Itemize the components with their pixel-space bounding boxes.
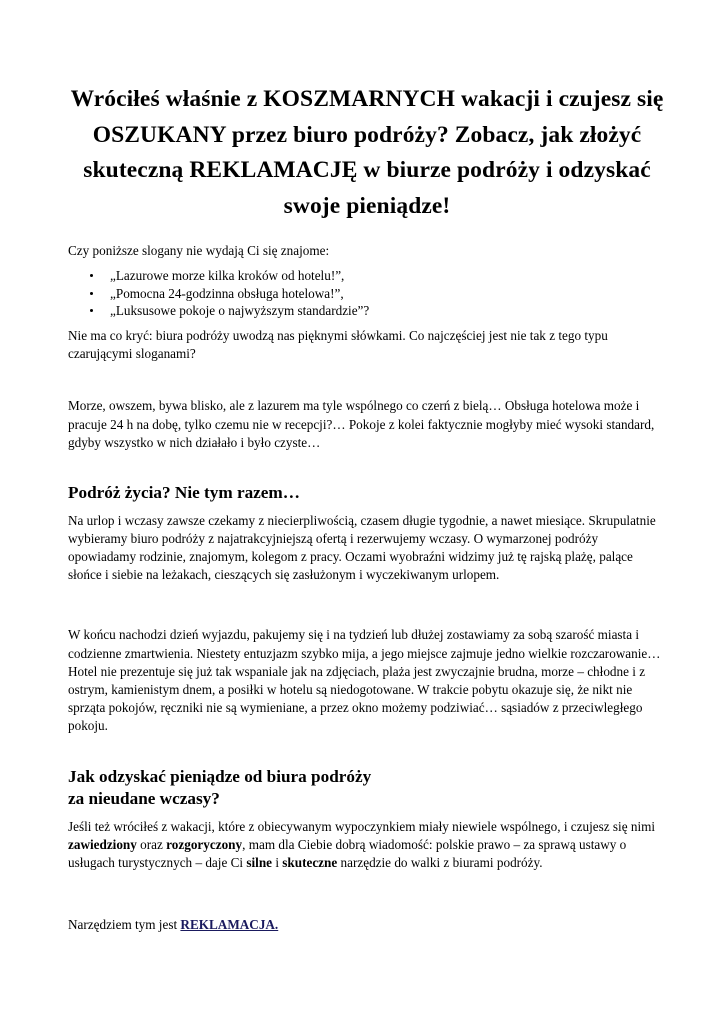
spacer <box>68 260 666 267</box>
emphasis-rozgoryczony: rozgoryczony <box>166 836 243 852</box>
list-item: „Lazurowe morze kilka kroków od hotelu!”, <box>68 267 666 285</box>
spacer <box>68 224 666 242</box>
spacer <box>68 363 666 397</box>
spacer <box>68 584 666 626</box>
document-content <box>68 0 666 934</box>
section-heading-journey: Podróż życia? Nie tym razem… <box>68 483 300 502</box>
closing-paragraph <box>68 916 666 934</box>
page-title: Wróciłeś właśnie z KOSZMARNYCH wakacji i czujesz się OSZUKANY przez biuro podróży? Zobacz, jak złożyć skuteczną REKLAMACJĘ w biurze podróży i odzyskać swoje pieniądze! <box>70 86 664 219</box>
paragraph-expectation: Na urlop i wczasy zawsze czekamy z niecierpliwością, czasem długie tygodnie, a nawet miesiące. Skrupulatnie wybieramy biuro podróży z najatrakcyjniejszą ofertą i rezerwujemy wczasy. O wymarzonej podróży opowiadamy rodzinie, znajomym, kolegom z pracy. Oczami wyobraźni widzimy już tę rajską plażę, palące słońce i siebie na leżakach, cieszących się zasłużonym i wyczekiwanym urlopem. <box>68 512 656 583</box>
paragraph-law-part-2: oraz <box>136 836 167 852</box>
paragraph-law <box>68 818 666 873</box>
spacer <box>68 811 666 818</box>
paragraph-after-list: Nie ma co kryć: biura podróży uwodzą nas pięknymi słówkami. Co najczęściej jest nie tak z tego typu czarującymi sloganami? <box>68 327 608 362</box>
paragraph-law-part-3: , mam dla Ciebie dobrą wiadomość: polskie prawo – za sprawą ustawy o usługach turystycznych – daje Ci <box>68 836 627 870</box>
list-item: „Luksusowe pokoje o najwyższym standardzie”? <box>68 302 666 320</box>
closing-prefix: Narzędziem tym jest <box>68 917 181 933</box>
section-heading-refund-line-one: Jak odzyskać pieniądze od biura podróży <box>68 766 372 786</box>
intro-paragraph: Czy poniższe slogany nie wydają Ci się znajome: <box>68 243 330 258</box>
spacer <box>68 452 666 482</box>
emphasis-silne: silne <box>246 854 273 870</box>
slogan-list <box>68 267 666 320</box>
spacer <box>68 736 666 766</box>
spacer <box>68 872 666 916</box>
paragraph-law-part-4: i <box>272 854 283 870</box>
emphasis-skuteczne: skuteczne <box>282 854 338 870</box>
emphasis-zawiedziony: zawiedziony <box>68 836 137 852</box>
paragraph-law-part-5: narzędzie do walki z biurami podróży. <box>337 854 543 870</box>
section-heading-refund <box>68 766 666 811</box>
paragraph-law-part-1: Jeśli też wróciłeś z wakacji, które z obiecywanym wypoczynkiem miały niewiele wspólnego, i czujesz się nimi <box>68 818 656 834</box>
section-heading-refund-line-two: za nieudane wczasy? <box>68 789 220 809</box>
paragraph-reality: W końcu nachodzi dzień wyjazdu, pakujemy się i na tydzień lub dłużej zostawiamy za sobą szarość miasta i codzienne zmartwienia. Niestety entuzjazm szybko mija, a jego miejsce zajmuje jedno wielkie rozczarowanie… Hotel nie prezentuje się już tak wspaniale jak na zdjęciach, plaża jest zwyczajnie brudna, morze – chłodne i z ostrym, kamienistym dnem, a posiłki w hotelu są niedogotowane. W trakcie pobytu okazuje się, że nikt nie sprząta pokojów, ręczniki nie są wymieniane, a przez okno możemy podziwiać… sąsiadów z przeciwległego pokoju. <box>68 627 661 734</box>
list-item: „Pomocna 24-godzinna obsługa hotelowa!”, <box>68 285 666 303</box>
spacer <box>68 505 666 512</box>
spacer <box>68 320 666 327</box>
paragraph-sea: Morze, owszem, bywa blisko, ale z lazurem ma tyle wspólnego co czerń z bielą… Obsługa hotelowa może i pracuje 24 h na dobę, tylko czemu nie w recepcji?… Pokoje z kolei faktycznie mogłyby mieć wysoki standard, gdyby wszystko w nich działało i było czyste… <box>68 398 655 450</box>
reklamacja-link[interactable]: REKLAMACJA. <box>180 917 279 933</box>
